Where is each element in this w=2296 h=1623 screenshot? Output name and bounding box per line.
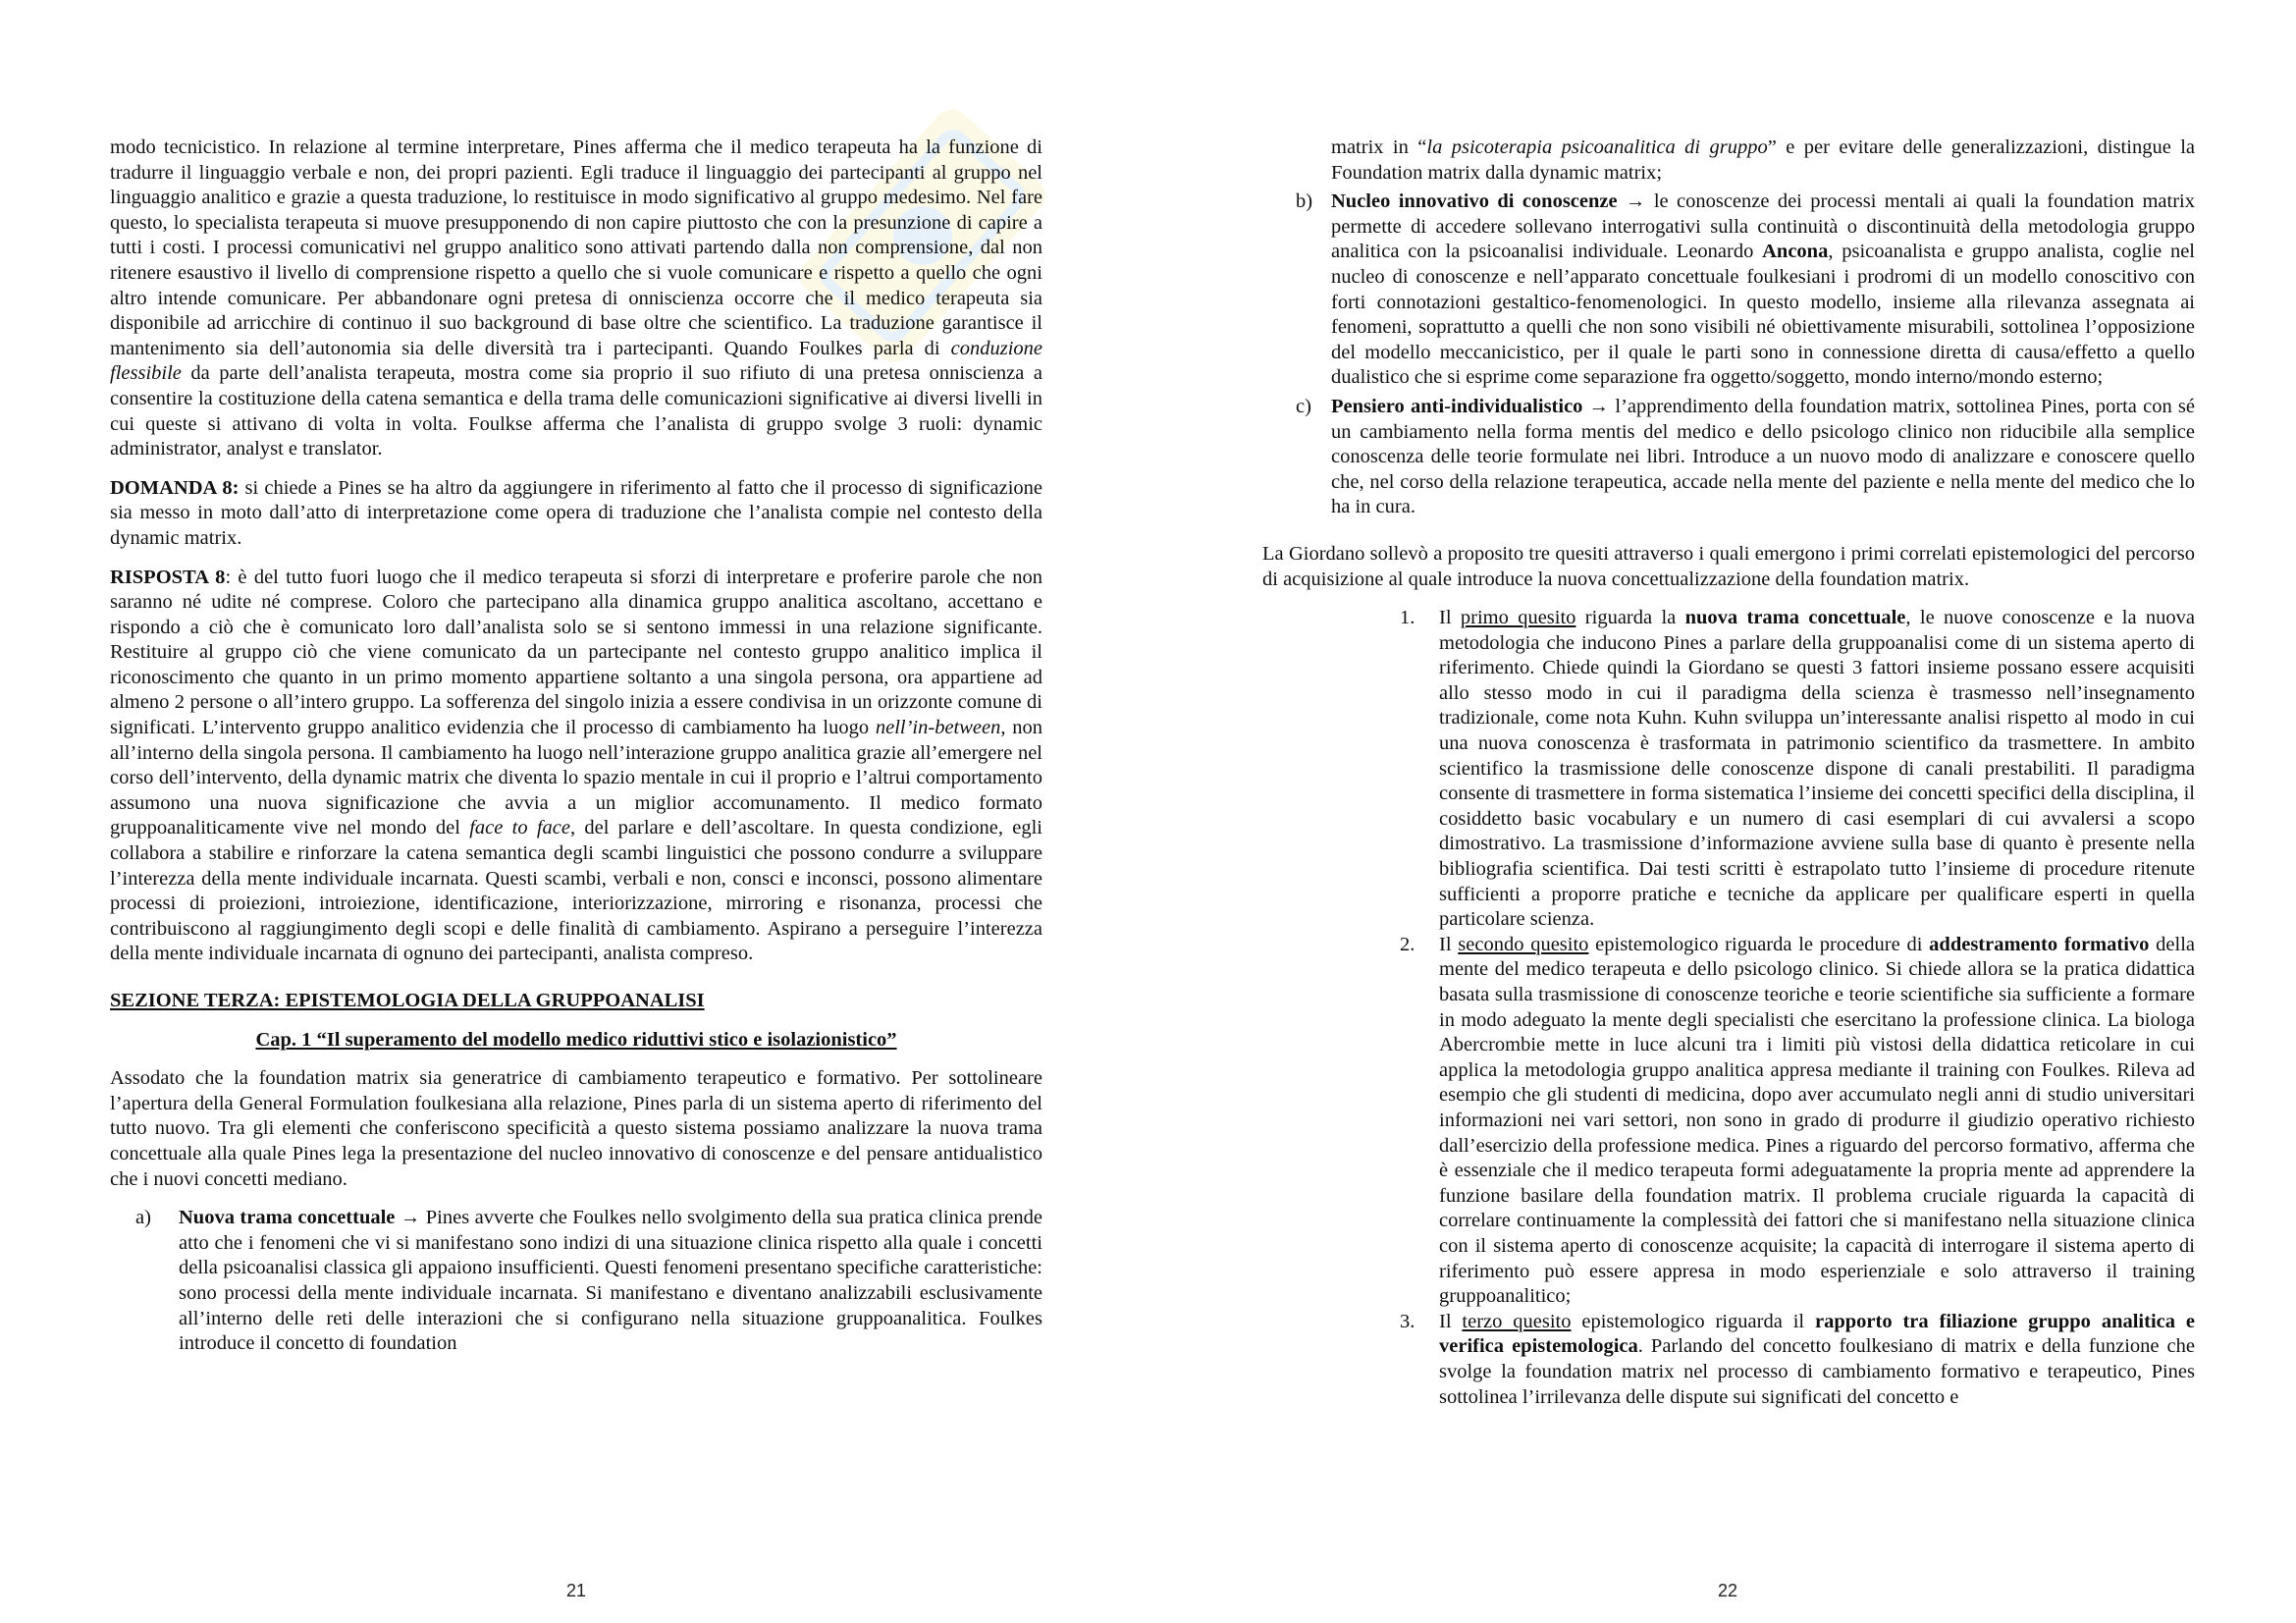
page-number-left: 21: [566, 1581, 587, 1600]
chapter-paragraph: Assodato che la foundation matrix sia generatrice di cambiamento terapeutico e formativo. Per sottolineare l’apertura della General Formulation foulkesiana alla relazione, Pines parla di un sistema aperto di riferimento del tutto nuovo. Tra gli elementi che conferiscono specificità a questo sistema possiamo analizzare la nuova trama concettuale alla quale Pines lega la presentazione del nucleo innovativo di conoscenze e del pensare antidualistico che i nuovi concetti mediano.: [110, 1067, 1042, 1190]
left-page: [110, 135, 1042, 1361]
domanda-8: DOMANDA 8: si chiede a Pines se ha altro da aggiungere in riferimento al fatto che il processo di significazione sia messo in moto dall’atto di interpretazione come opera di traduzione che l’analista compie nel contesto della dynamic matrix.: [110, 476, 1042, 549]
numbered-item-3: 3. Il terzo quesito epistemologico riguarda il rapporto tra filiazione gruppo analitica e verifica epistemologica. Parlando del concetto foulkesiano di matrix e della funzione che svolge la foundation matrix nel processo di cambiamento formativo e terapeutico, Pines sottolinea l’irrilevanza delle dispute sui significati del concetto e: [1400, 1310, 2196, 1408]
intro-paragraph: modo tecnicistico. In relazione al termine interpretare, Pines afferma che il medico terapeuta ha la funzione di tradurre il linguaggio verbale e non, dei propri pazienti. Egli traduce il linguaggio dei partecipanti al gruppo nel linguaggio analitico e grazie a questa traduzione, lo restituisce in modo significativo al gruppo medesimo. Nel fare questo, lo specialista terapeuta si muove presupponendo di non capire piuttosto che con la presunzione di capire a tutti i costi. I processi comunicativi nel gruppo analitico sono attivati partendo dalla non comprensione, dal non ritenere esaustivo il livello di comprensione rispetto a quello che si vuole comunicare e rispetto a quello che ogni altro intende comunicare. Per abbandonare ogni pretesa di onniscienza occorre che il medico terapeuta sia disponibile ad arricchire di continuo il suo background di base oltre che scientifico. La traduzione garantisce il mantenimento sia dell’autonomia sia delle diversità tra i partecipanti. Quando Foulkes parla di conduzione flessibile da parte dell’analista terapeuta, mostra come sia proprio il suo rifiuto di una pretesa onniscienza a consentire la costituzione della catena semantica e della trama delle comunicazioni significative ai diversi livelli in cui queste si attivano di volta in volta. Foulkse afferma che l’analista di gruppo svolge 3 ruoli: dynamic administrator, analyst e translator.: [110, 136, 1042, 460]
risposta-8: RISPOSTA 8: è del tutto fuori luogo che il medico terapeuta si sforzi di interpretare e proferire parole che non saranno né udite né comprese. Coloro che partecipano alla dinamica gruppo analitica ascoltano, accettano e rispondo a ciò che è comunicato loro dall’analista solo se si sentono immessi in una relazione significante. Restituire al gruppo ciò che viene comunicato da un partecipante nel contesto gruppo analitico implica il riconoscimento che quanto in un primo momento appartiene soltanto a una singola persona, ora appartiene ad almeno 2 persone o all’intero gruppo. La sofferenza del singolo inizia a essere condivisa in un orizzonte comune di significati. L’intervento gruppo analitico evidenzia che il processo di cambiamento ha luogo nell’in-between, non all’interno della singola persona. Il cambiamento ha luogo nell’interazione gruppo analitica grazie all’emergere nel corso dell’intervento, della dynamic matrix che diventa lo spazio mentale in cui il proprio e l’altrui comportamento assumono una nuova significazione che avvia a un miglior accomunamento. Il medico formato gruppoanaliticamente vive nel mondo del face to face, del parlare e dell’ascoltare. In questa condizione, egli collabora a stabilire e rinforzare la catena semantica degli scambi linguistici che possono condurre a sviluppare l’interezza della mente individuale incarnata. Questi scambi, verbali e non, consci e inconsci, possono alimentare processi di proiezioni, introiezione, identificazione, interiorizzazione, mirroring e risonanza, processi che contribuiscono al raggiungimento degli scopi e delle finalità di cambiamento. Aspirano a perseguire l’interezza della mente individuale incarnata di ognuno dei partecipanti, analista compreso.: [110, 566, 1043, 965]
numbered-item-1: 1. Il primo quesito riguarda la nuova trama concettuale, le nuove conoscenze e la nuova metodologia che inducono Pines a parlare della gruppoanalisi come di un sistema aperto di riferimento. Chiede quindi la Giordano se questi 3 fattori insieme possano essere acquisiti allo stesso modo in cui il paradigma della scienza è trasmesso nell’insegnamento tradizionale, come nota Kuhn. Kuhn sviluppa un’interessante analisi rispetto al modo in cui una nuova conoscenza è trasformata in patrimonio scientifico da trasmettere. In ambito scientifico la trasmissione delle conoscenze dispone di canali prestabiliti. Il paradigma consente di trasmettere in forma sistematica l’insieme dei concetti specifici della disciplina, il cosiddetto basic vocabulary e un numero di casi esemplari di cui avvalersi a scopo dimostrativo. La trasmissione d’informazione avviene sulla base di quanto è presente nella bibliografia scientifica. Dai testi scritti è estrapolato tutto l’insieme di procedure ritenute sufficienti a proporre pratiche e tecniche da applicare per qualificare esperti in quella particolare scienza.: [1400, 607, 2196, 931]
numbered-item-2: 2. Il secondo quesito epistemologico riguarda le procedure di addestramento formativo della mente del medico terapeuta e dello psicologo clinico. Si chiede allora se la pratica didattica basata sulla trasmissione di conoscenze teoriche e teorie scientifiche sia sufficiente a formare in modo adeguato la mente degli specialisti che esercitano la professione clinica. La biologa Abercrombie mette in luce alcuni tra i limiti più vistosi della didattica reticolare in cui applica la metodologia gruppo analitica appresa mediante il training con Foulkes. Rileva ad esempio che gli studenti di medicina, dopo aver accumulato negli anni di studio universitari informazioni nei vari settori, non sono in grado di produrre il giudizio operativo richiesto dall’esercizio della professione medica. Pines a riguardo del percorso formativo, afferma che è essenziale che il medico terapeuta formi adeguatamente la propria mente ad apprendere la funzione basilare della foundation matrix. Il problema cruciale riguarda la capacità di correlare continuamente la complessità dei fattori che si manifestano nella situazione clinica con il sistema aperto di conoscenze acquisite; la capacità di interrogare il sistema aperto di riferimento può essere appresa in modo esperienziale e solo attraverso il training gruppoanalitico;: [1400, 933, 2195, 1308]
section-title: SEZIONE TERZA: EPISTEMOLOGIA DELLA GRUPPOANALISI: [110, 990, 705, 1011]
right-page: [1262, 135, 2195, 1410]
list-item-c: c) Pensiero anti-individualistico → l’apprendimento della foundation matrix, sottolinea Pines, porta con sé un cambiamento nella forma mentis del medico e dello psicologo clinico non riducibile alla semplice conoscenza delle teorie formulate nei libri. Introduce a un nuovo modo di analizzare e conoscere quello che, nel corso della relazione terapeutica, accade nella mente del paziente e nella mente del medico che lo ha in cura.: [1296, 395, 2195, 518]
giordano-paragraph: La Giordano sollevò a proposito tre quesiti attraverso i quali emergono i primi correlati epistemologici del percorso di acquisizione al quale introduce la nuova concettualizzazione della foundation matrix.: [1262, 542, 2195, 590]
list-item-b: b) Nucleo innovativo di conoscenze → le conoscenze dei processi mentali ai quali la foundation matrix permette di accedere sollevano interrogativi sulla continuità o discontinuità della metodologia gruppo analitica con la psicoanalisi individuale. Leonardo Ancona, psicoanalista e gruppo analista, coglie nel nucleo di conoscenze e nell’apparato concettuale foulkesiani i prodromi di un modello conoscitivo con forti connotazioni gestaltico-fenomenologici. In questo modello, insieme alla rilevanza assegnata ai fenomeni, soprattutto a quelli che non sono visibili né obiettivamente misurabili, sottolinea l’opposizione del modello meccanicistico, per il quale le parti sono in connessione diretta di causa/effetto a quello dualistico che si esprime come separazione fra oggetto/soggetto, mondo interno/mondo esterno;: [1296, 190, 2196, 389]
list-item-a-continued: matrix in “la psicoterapia psicoanalitica di gruppo” e per evitare delle generalizzazioni, distingue la Foundation matrix dalla dynamic matrix;: [1331, 136, 2195, 184]
list-item-a: a) Nuova trama concettuale → Pines avverte che Foulkes nello svolgimento della sua pratica clinica prende atto che i fenomeni che vi si manifestano sono indizi di una situazione clinica rispetto alla quale i concetti della psicoanalisi classica gli appaiono insufficienti. Questi fenomeni presentano specifiche caratteristiche: sono processi della mente individuale incarnata. Si manifestano e diventano analizzabili esclusivamente all’interno delle reti delle interazioni che si configurano nella situazione gruppoanalitica. Foulkes introduce il concetto di foundation: [135, 1207, 1042, 1355]
chapter-title: Cap. 1 “Il superamento del modello medico riduttivi stico e isolazionistico”: [255, 1028, 897, 1051]
page-number-right: 22: [1718, 1581, 1738, 1600]
